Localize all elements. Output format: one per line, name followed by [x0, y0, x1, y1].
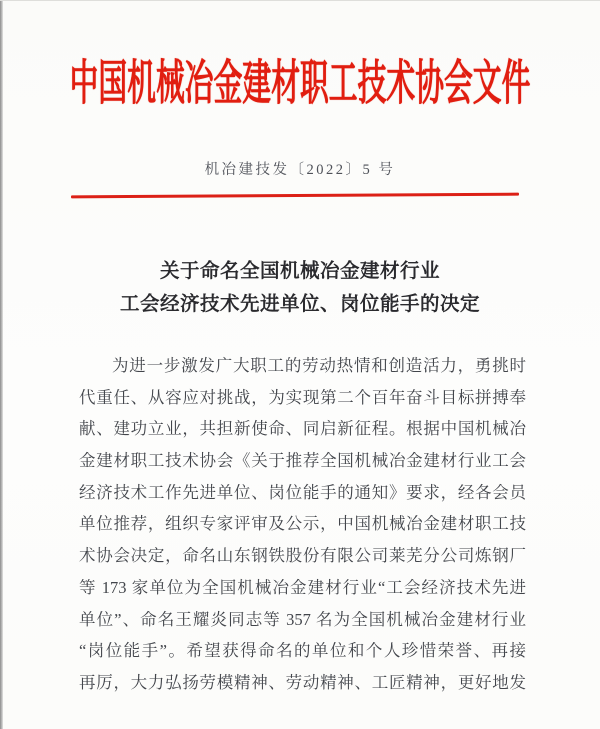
body-paragraph: [79, 350, 526, 699]
body-line: 代重任、从容应对挑战，为实现第二个百年奋斗目标拼搏奉: [79, 387, 526, 407]
red-divider-rule: [71, 193, 519, 199]
scan-edge-top: [0, 0, 600, 1]
body-line: 单位”、命名王耀炎同志等 357 名为全国机械冶金建材行业: [79, 609, 526, 629]
document-title-line-1: 关于命名全国机械冶金建材行业: [159, 261, 440, 282]
document-number: 机冶建技发〔2022〕5 号: [204, 162, 396, 178]
document-title: [0, 255, 600, 321]
body-line: 等 173 家单位为全国机械冶金建材行业“工会经济技术先进: [79, 577, 526, 597]
body-line: 献、建功立业，共担新使命、同启新征程。根据中国机械冶: [79, 419, 526, 439]
body-line: 单位推荐，组织专家评审及公示，中国机械冶金建材职工技: [79, 514, 526, 534]
body-line: 再厉，大力弘扬劳模精神、劳动精神、工匠精神，更好地发: [79, 672, 526, 692]
body-line: 金建材职工技术协会《关于推荐全国机械冶金建材行业工会: [79, 451, 526, 471]
body-line: 术协会决定，命名山东钢铁股份有限公司莱芜分公司炼钢厂: [79, 546, 526, 566]
body-line: 经济技术工作先进单位、岗位能手的通知》要求，经各会员: [79, 482, 526, 502]
body-line: “岗位能手”。希望获得命名的单位和个人珍惜荣誉、再接: [79, 641, 526, 661]
body-line: 为进一步激发广大职工的劳动热情和创造活力，勇挑时: [112, 356, 526, 375]
document-title-line-2: 工会经济技术先进单位、岗位能手的决定: [119, 294, 480, 315]
letterhead: [0, 46, 600, 110]
letterhead-title: 中国机械冶金建材职工技术协会文件: [69, 56, 531, 110]
